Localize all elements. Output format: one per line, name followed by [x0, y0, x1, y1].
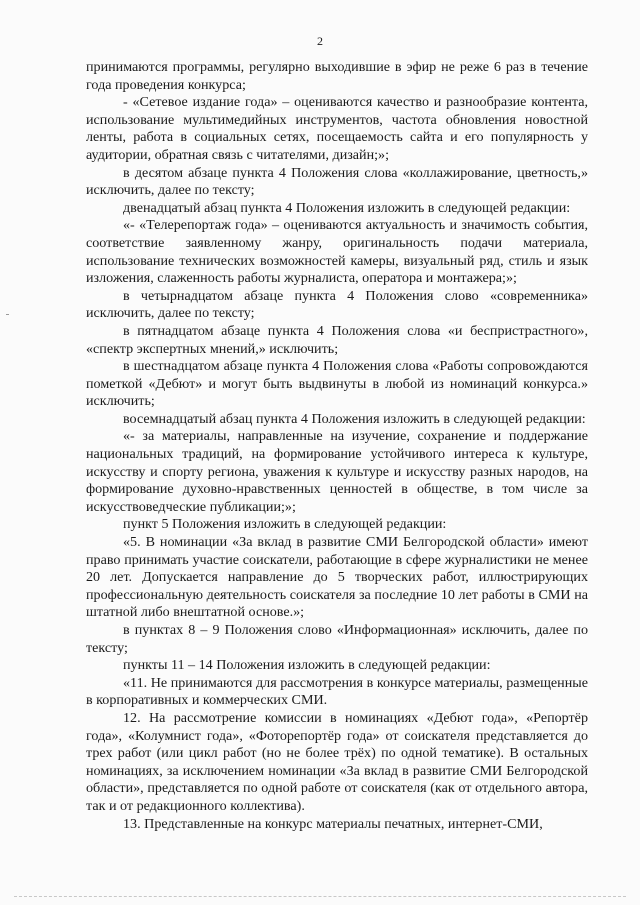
paragraph: принимаются программы, регулярно выходившие в эфир не реже 6 раз в течение года проведения конкурса; — [86, 59, 588, 93]
paragraph: «- за материалы, направленные на изучение, сохранение и поддержание национальных традиций, на формирование устойчивого интереса к культуре, искусству и спорту региона, уважения к культуре и искусству разных народов, на формирование духовно-нравственных ценностей в обществе, в том числе за искусствоведческие публикации;»; — [86, 428, 588, 515]
paragraph: 12. На рассмотрение комиссии в номинациях «Дебют года», «Репортёр года», «Колумнист года», «Фоторепортёр года» от соискателя представляется до трех работ (или цикл работ (но не более трёх) по одной тематике). В остальных номинациях, за исключением номинации «За вклад в развитие СМИ Белгородской области», представляется по одной работе от соискателя (как от отдельного автора, так и от редакционного коллектива). — [86, 709, 588, 814]
paragraph: - «Сетевое издание года» – оцениваются качество и разнообразие контента, использование мультимедийных инструментов, частота обновления новостной ленты, работа в социальных сетях, посещаемость сайта и его популярность у аудитории, обратная связь с читателями, дизайн;»; — [86, 94, 588, 163]
document-body — [86, 59, 588, 833]
paragraph: двенадцатый абзац пункта 4 Положения изложить в следующей редакции: — [123, 199, 571, 216]
paragraph: восемнадцатый абзац пункта 4 Положения изложить в следующей редакции: — [123, 410, 586, 427]
paragraph: «11. Не принимаются для рассмотрения в конкурсе материалы, размещенные в корпоративных и коммерческих СМИ. — [86, 674, 588, 709]
paragraph: пункты 11 – 14 Положения изложить в следующей редакции: — [123, 657, 491, 674]
paragraph: «5. В номинации «За вклад в развитие СМИ Белгородской области» имеют право принимать участие соискатели, работающие в сфере журналистики не менее 20 лет. Допускается направление до 5 творческих работ, иллюстрирующих профессиональную деятельность соискателя за последние 10 лет работы в СМИ на штатной либо внештатной основе.»; — [86, 534, 588, 621]
paragraph: «- «Телерепортаж года» – оцениваются актуальность и значимость события, соответствие заявленному жанру, оригинальность подачи материала, использование технических возможностей камеры, визуальный ряд, стиль и язык изложения, слаженность работы журналиста, оператора и монтажера;»; — [86, 217, 588, 287]
paragraph: в четырнадцатом абзаце пункта 4 Положения слово «современника» исключить, далее по тексту; — [86, 287, 588, 322]
paragraph: в десятом абзаце пункта 4 Положения слова «коллажирование, цветность,» исключить, далее по тексту; — [86, 164, 588, 199]
scan-edge-rule — [14, 896, 626, 897]
scan-mark — [6, 314, 9, 315]
paragraph: в пятнадцатом абзаце пункта 4 Положения слова «и беспристрастного», «спектр экспертных мнений,» исключить; — [86, 322, 588, 357]
paragraph: 13. Представленные на конкурс материалы печатных, интернет-СМИ, — [123, 815, 543, 832]
paragraph: в шестнадцатом абзаце пункта 4 Положения слова «Работы сопровождаются пометкой «Дебют» и могут быть выдвинуты в любой из номинаций конкурса.» исключить; — [86, 358, 588, 410]
page-number: 2 — [317, 34, 323, 48]
paragraph: пункт 5 Положения изложить в следующей редакции: — [123, 516, 447, 533]
paragraph: в пунктах 8 – 9 Положения слово «Информационная» исключить, далее по тексту; — [86, 622, 588, 656]
